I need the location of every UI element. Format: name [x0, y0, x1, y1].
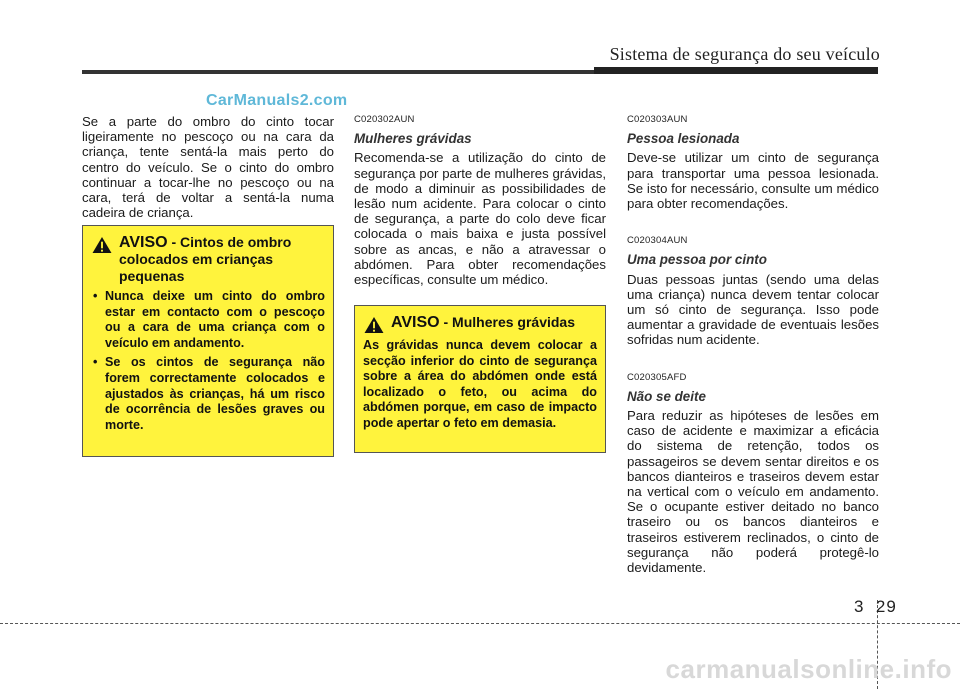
- warning-list: [91, 289, 325, 433]
- warning-title-text: - Mulheres grávidas: [439, 314, 575, 330]
- section-injured-person: [627, 112, 879, 211]
- watermark-carmanualsonline[interactable]: carmanualsonline.info: [665, 654, 952, 684]
- section-code: C020303AUN: [627, 114, 688, 125]
- section-heading: Uma pessoa por cinto: [627, 252, 767, 268]
- warning-triangle-icon: [363, 316, 385, 334]
- warning-body: As grávidas nunca devem colocar a secção inferior do cinto de segurança sobre a área do abdómen onde está localizado o feto, ou acima do abdómen porque, em caso de impacto pode apertar o feto em demasia.: [363, 338, 597, 430]
- column-3: [627, 112, 879, 597]
- warning-triangle-icon: [91, 236, 113, 254]
- section-paragraph: Duas pessoas juntas (sendo uma delas uma criança) nunca devem tentar colocar um só cinto de segurança. Isso pode aumentar a gravidade de eventuais lesões sofridas num acidente.: [627, 271, 879, 348]
- header-divider-accent: [594, 67, 878, 74]
- warning-header: [363, 314, 597, 334]
- section-heading: Pessoa lesionada: [627, 131, 740, 147]
- column-1: [82, 114, 334, 220]
- section-heading: Mulheres grávidas: [354, 131, 472, 147]
- section-paragraph: Para reduzir as hipóteses de lesões em caso de acidente e maximizar a eficácia do sistema de retenção, todos os passageiros se devem sentar direitos e os bancos dianteiros e traseiros devem estar na vertical com o veículo em andamento. Se o ocupante estiver deitado no banco traseiro ou os bancos dianteiros e traseiros estiverem reclinados, o cinto de segurança não poderá protegê-lo devidamente.: [627, 408, 879, 576]
- child-shoulder-belt-paragraph: Se a parte do ombro do cinto tocar ligeiramente no pescoço ou na cara da criança, tente sentá-la mais perto do centro do veículo. Se o cinto do ombro continuar a tocar-lhe no pescoço ou na cara, terá de voltar a sentá-la numa cadeira de criança.: [82, 114, 334, 221]
- chapter-number: 3: [854, 597, 865, 616]
- section-code: C020302AUN: [354, 114, 415, 125]
- bullet-icon: •: [93, 355, 98, 370]
- page-number-value: 29: [875, 597, 897, 616]
- section-code: C020304AUN: [627, 235, 688, 247]
- warning-box-shoulder-belts: [82, 225, 334, 457]
- section-do-not-lie-down: [627, 370, 879, 576]
- warning-box-pregnant-women: [354, 305, 606, 453]
- warning-prefix: AVISO: [391, 314, 440, 331]
- bullet-icon: •: [93, 289, 98, 303]
- column-2: [354, 112, 606, 287]
- warning-title: [119, 234, 325, 285]
- warning-title: [391, 314, 575, 331]
- page-number: [854, 597, 897, 617]
- section-paragraph: Deve-se utilizar um cinto de segurança para transportar uma pessoa lesionada. Se isto for necessário, consulte um médico para obter recomendações.: [627, 150, 879, 212]
- warning-header: [91, 234, 325, 285]
- footer-divider: [0, 623, 960, 624]
- pregnant-women-paragraph: Recomenda-se a utilização do cinto de segurança por parte de mulheres grávidas, de modo a diminuir as possibilidades de lesão num acidente. Para colocar o cinto de segurança, a parte do colo deve ficar colocada o mais baixa e justa possível sobre as ancas, e não a atravessar o abdómen. Para obter recomendações específicas, consulte um médico.: [354, 150, 606, 288]
- warning-prefix: AVISO: [119, 234, 168, 251]
- section-code: C020305AFD: [627, 371, 687, 383]
- warning-list-item: • Se os cintos de segurança não forem correctamente colocados e ajustados às crianças, há um risco de ocorrência de lesões graves ou morte.: [93, 355, 325, 432]
- section-heading: Não se deite: [627, 388, 706, 404]
- page-header-title: Sistema de segurança do seu veículo: [609, 44, 880, 64]
- section-one-person-per-belt: [627, 233, 879, 347]
- warning-title-text: - Cintos de ombro colocados em crianças pequenas: [119, 234, 292, 284]
- warning-list-item: • Nunca deixe um cinto do ombro estar em contacto com o pescoço ou a cara de uma criança com o veículo em andamento.: [93, 289, 325, 350]
- watermark-carmanuals2[interactable]: CarManuals2.com: [206, 92, 348, 109]
